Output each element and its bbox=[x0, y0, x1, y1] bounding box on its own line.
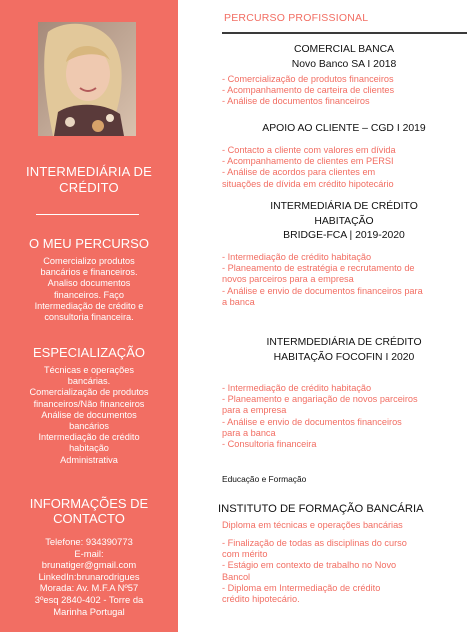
list-item: para a empresa bbox=[222, 405, 287, 416]
list-item: crédito hipotecário. bbox=[222, 594, 300, 605]
percurso-line: Intermediação de crédito e bbox=[34, 300, 144, 311]
list-item: - Planeamento e angariação de novos parceiros bbox=[222, 394, 418, 405]
especializacao-line: Comercialização de produtos bbox=[29, 387, 149, 398]
contacto-heading bbox=[0, 496, 178, 526]
list-item: - Análise e envio de documentos financeiros para bbox=[222, 285, 423, 296]
email-link[interactable]: brunatiger@gmail.com bbox=[41, 559, 137, 571]
main-content bbox=[178, 0, 474, 632]
contacto-heading-line: INFORMAÇÕES DE bbox=[29, 496, 149, 511]
especializacao-line: bancários bbox=[69, 421, 109, 432]
list-item: - Análise de documentos financeiros bbox=[222, 96, 370, 107]
sidebar-divider bbox=[36, 214, 139, 215]
institute-list bbox=[222, 538, 472, 605]
job1-company: Novo Banco SA I 2018 bbox=[291, 59, 397, 70]
institute-diploma: Diploma em técnicas e operações bancárias bbox=[222, 520, 403, 530]
email-label: E-mail: bbox=[74, 547, 104, 559]
job4-list bbox=[222, 383, 472, 450]
list-item: - Intermediação de crédito habitação bbox=[222, 383, 372, 393]
especializacao-heading: ESPECIALIZAÇÃO bbox=[33, 345, 145, 360]
job3-title: HABITAÇÃO bbox=[314, 215, 374, 227]
list-item: - Finalização de todas as disciplinas do curso bbox=[222, 538, 407, 548]
list-item: Bancol bbox=[222, 571, 251, 582]
list-item: - Acompanhamento de carteira de clientes bbox=[222, 85, 395, 96]
especializacao-line: Análise de documentos bbox=[41, 409, 137, 420]
list-item: - Comercialização de produtos financeiros bbox=[222, 74, 394, 84]
list-item: situações de dívida em crédito hipotecário bbox=[222, 178, 394, 189]
list-item: - Acompanhamento de clientes em PERSI bbox=[222, 156, 394, 167]
address-line: Marinha Portugal bbox=[53, 605, 125, 617]
section-rule bbox=[222, 32, 467, 34]
list-item: - Estágio em contexto de trabalho no Novo bbox=[222, 560, 397, 571]
phone-text: Telefone: 934390773 bbox=[45, 536, 133, 547]
especializacao-line: financeiros/Não financeiros bbox=[33, 398, 145, 409]
percurso-line: Comercializo produtos bbox=[43, 256, 135, 266]
especializacao-text bbox=[20, 365, 158, 466]
job2-list bbox=[222, 145, 472, 190]
percurso-line: bancários e financeiros. bbox=[40, 267, 138, 278]
list-item: - Contacto a cliente com valores em dívida bbox=[222, 145, 396, 155]
profile-photo bbox=[38, 22, 136, 136]
job4-title: HABITAÇÃO FOCOFIN I 2020 bbox=[273, 352, 415, 363]
job3-list bbox=[222, 252, 472, 308]
percurso-line: financeiros. Faço bbox=[54, 289, 124, 300]
contacto-heading-line: CONTACTO bbox=[53, 511, 125, 526]
list-item: - Diploma em Intermediação de crédito bbox=[222, 582, 381, 593]
address-line: 3ºesq 2840-402 - Torre da bbox=[34, 593, 144, 605]
job3-title: INTERMEDIÁRIA DE CRÉDITO bbox=[270, 201, 418, 212]
list-item: para a banca bbox=[222, 427, 276, 438]
job2-title: APOIO AO CLIENTE – CGD I 2019 bbox=[262, 123, 426, 134]
especializacao-line: Técnicas e operações bbox=[44, 365, 134, 375]
job1-header bbox=[218, 42, 470, 72]
job4-header bbox=[218, 335, 470, 365]
list-item: - Consultoria financeira bbox=[222, 439, 317, 450]
job4-title: INTERMDEDIÁRIA DE CRÉDITO bbox=[266, 337, 422, 348]
section-title: PERCURSO PROFISSIONAL bbox=[224, 12, 369, 24]
list-item: com mérito bbox=[222, 549, 268, 560]
job1-title: COMERCIAL BANCA bbox=[293, 44, 395, 55]
institute-title: INSTITUTO DE FORMAÇÃO BANCÁRIA bbox=[218, 503, 424, 515]
especializacao-line: Intermediação de crédito bbox=[38, 432, 140, 443]
name-line: INTERMEDIÁRIA DE bbox=[26, 164, 152, 179]
percurso-line: consultoria financeira. bbox=[44, 312, 134, 323]
especializacao-line: habitação bbox=[69, 443, 109, 454]
list-item: - Intermediação de crédito habitação bbox=[222, 252, 372, 262]
name-title bbox=[0, 164, 178, 196]
address-line: Morada: Av. M.F.A Nº57 bbox=[39, 582, 139, 594]
linkedin-link[interactable]: LinkedIn:brunarodrigues bbox=[38, 570, 140, 582]
job3-header bbox=[218, 200, 470, 244]
list-item: novos parceiros para a empresa bbox=[222, 274, 354, 285]
name-line: CRÉDITO bbox=[59, 180, 119, 195]
list-item: - Análise e envio de documentos financeiros bbox=[222, 416, 402, 427]
list-item: - Análise de acordos para clientes em bbox=[222, 167, 376, 178]
sidebar bbox=[0, 0, 178, 632]
percurso-heading: O MEU PERCURSO bbox=[29, 236, 149, 251]
list-item: a banca bbox=[222, 296, 255, 307]
especializacao-line: bancárias. bbox=[67, 376, 111, 387]
job1-list bbox=[222, 74, 472, 108]
especializacao-line: Administrativa bbox=[60, 454, 118, 465]
profile-photo-graphic bbox=[38, 22, 136, 136]
contacto-text bbox=[20, 536, 158, 617]
list-item: - Planeamento de estratégia e recrutamento de bbox=[222, 263, 415, 274]
percurso-text bbox=[20, 256, 158, 323]
job3-company: BRIDGE-FCA | 2019-2020 bbox=[283, 230, 405, 241]
education-label: Educação e Formação bbox=[222, 474, 307, 484]
percurso-line: Analiso documentos bbox=[47, 278, 131, 289]
